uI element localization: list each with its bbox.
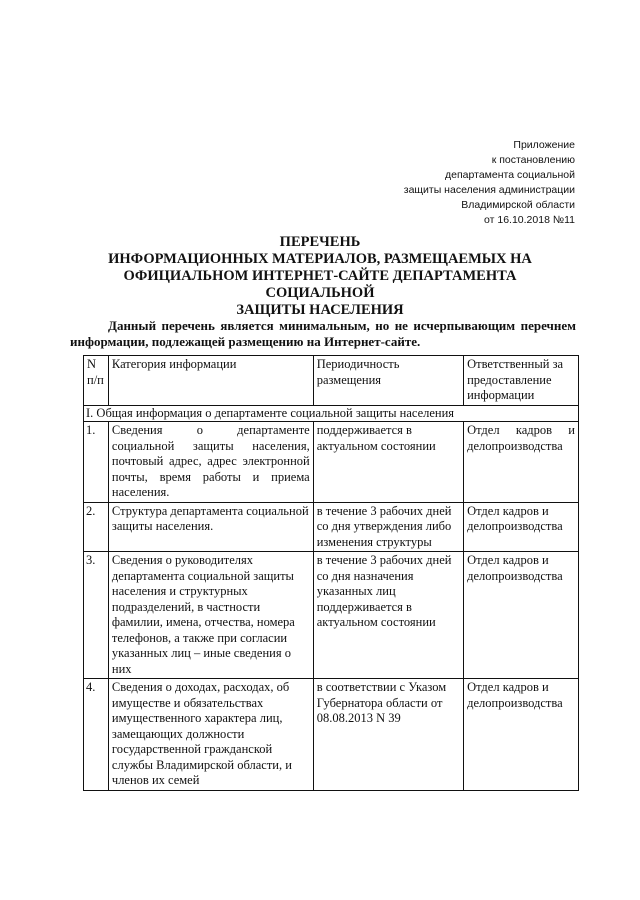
row-num: 3. <box>84 552 109 679</box>
title-line: ОФИЦИАЛЬНОМ ИНТЕРНЕТ-САЙТЕ ДЕПАРТАМЕНТА СОЦИАЛЬНОЙ <box>123 268 517 301</box>
row-category: Сведения о руководителях департамента социальной защиты населения и структурных подразделений, в частности фамилии, имена, отчества, номера телефонов, а также при согласии указанных лиц – иные сведения о них <box>108 552 313 679</box>
appendix-block <box>404 138 575 228</box>
row-period: в течение 3 рабочих дней со дня утверждения либо изменения структуры <box>313 502 463 552</box>
appendix-line: к постановлению <box>491 154 575 166</box>
table-row <box>84 502 579 552</box>
header-period: Периодичность размещения <box>313 356 463 406</box>
row-responsible: Отдел кадров и делопроизводства <box>464 552 579 679</box>
title-line: ИНФОРМАЦИОННЫХ МАТЕРИАЛОВ, РАЗМЕЩАЕМЫХ НА <box>108 251 532 267</box>
table-header-row <box>84 356 579 406</box>
info-table <box>83 355 579 791</box>
header-category: Категория информации <box>108 356 313 406</box>
row-responsible: Отдел кадров и делопроизводства <box>464 679 579 791</box>
title-line: ПЕРЕЧЕНЬ <box>279 234 361 250</box>
header-num: N п/п <box>84 356 109 406</box>
appendix-line: департамента социальной <box>445 169 575 181</box>
row-period: поддерживается в актуальном состоянии <box>313 422 463 503</box>
header-responsible: Ответственный за предоставление информации <box>464 356 579 406</box>
table-row <box>84 422 579 503</box>
row-num: 1. <box>84 422 109 503</box>
row-category: Структура департамента социальной защиты населения. <box>108 502 313 552</box>
table-row <box>84 552 579 679</box>
intro-paragraph: Данный перечень является минимальным, но не исчерпывающим перечнем информации, подлежащей размещению на Интернет-сайте. <box>70 318 576 349</box>
row-category: Сведения о департаменте социальной защиты населения, почтовый адрес, адрес электронной почты, время работы и приема населения. <box>108 422 313 503</box>
title-line: ЗАЩИТЫ НАСЕЛЕНИЯ <box>236 302 404 318</box>
row-responsible: Отдел кадров и делопроизводства <box>464 502 579 552</box>
row-num: 2. <box>84 502 109 552</box>
row-responsible: Отдел кадров и делопроизводства <box>464 422 579 503</box>
appendix-line: Владимирской области <box>461 199 575 211</box>
row-period: в течение 3 рабочих дней со дня назначения указанных лиц поддерживается в актуальном состоянии <box>313 552 463 679</box>
row-period: в соответствии с Указом Губернатора области от 08.08.2013 N 39 <box>313 679 463 791</box>
appendix-line: Приложение <box>513 139 575 151</box>
table-row <box>84 679 579 791</box>
row-category: Сведения о доходах, расходах, об имуществе и обязательствах имущественного характера лиц, замещающих должности государственной гражданской службы Владимирской области, и членов их семей <box>108 679 313 791</box>
section-row <box>84 405 579 422</box>
appendix-line: защиты населения администрации <box>403 184 575 196</box>
row-num: 4. <box>84 679 109 791</box>
appendix-line: от 16.10.2018 №11 <box>484 214 575 226</box>
section-title: I. Общая информация о департаменте социальной защиты населения <box>84 405 579 422</box>
document-title <box>70 234 570 319</box>
